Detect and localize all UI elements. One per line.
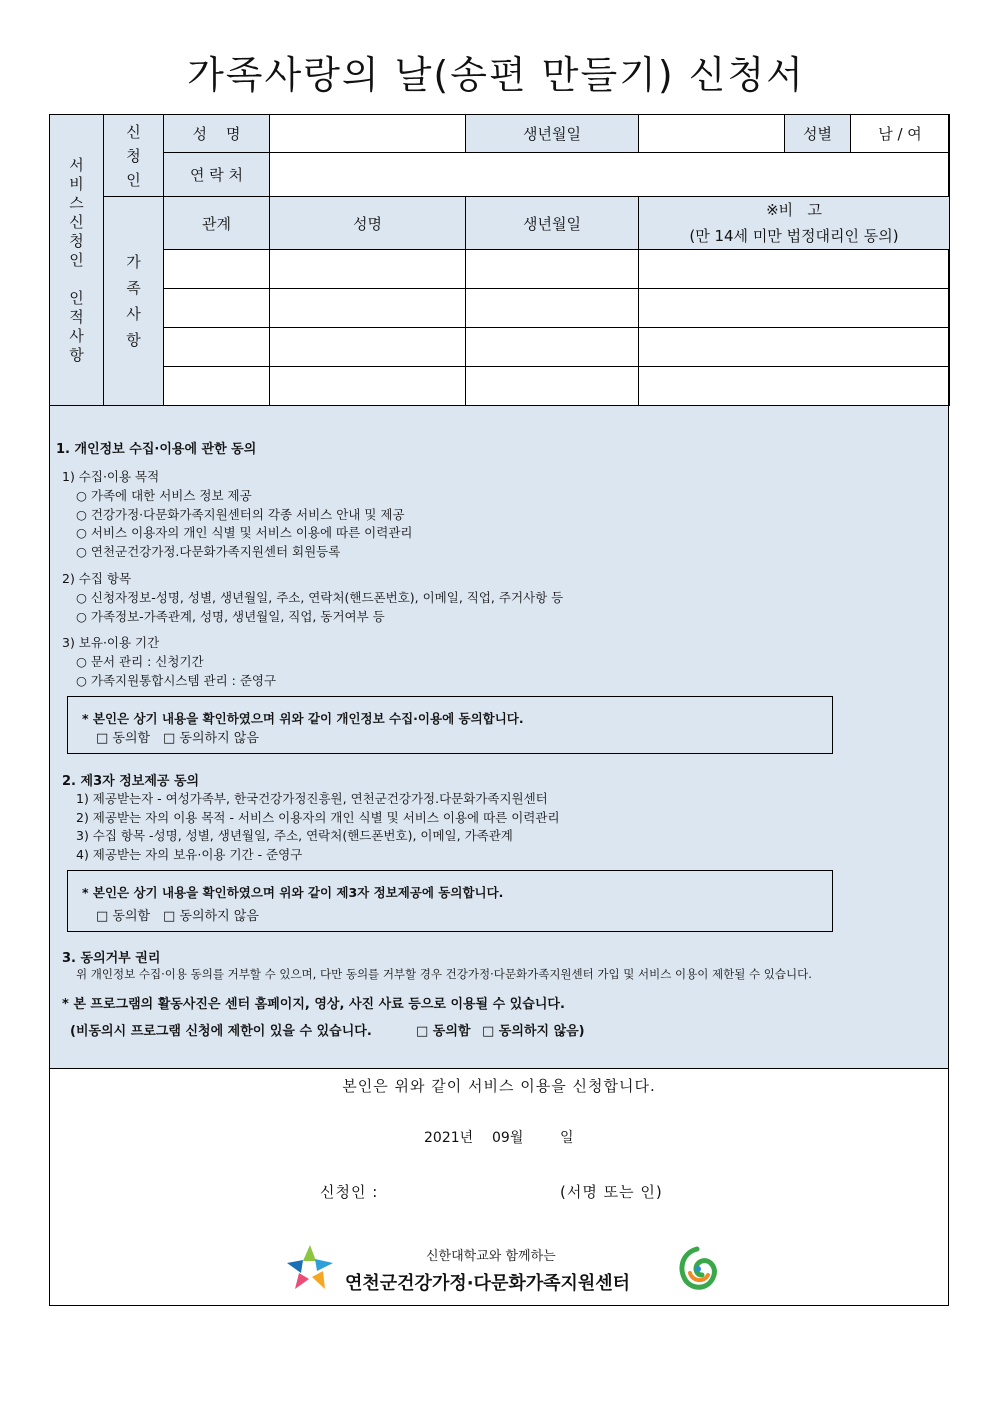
applicant-label: 신 청 인 [104, 115, 164, 197]
sign-hint[interactable]: (서명 또는 인) [560, 1183, 663, 1201]
family-cell[interactable] [164, 328, 270, 367]
family-cell[interactable] [270, 250, 466, 289]
relation-header: 관계 [164, 197, 270, 250]
items-heading: 2) 수집 항목 [62, 571, 132, 586]
disagree-checkbox-1[interactable]: □ 동의하지 않음 [163, 731, 259, 746]
gender-label: 성별 [785, 115, 851, 153]
period-heading: 3) 보유·이용 기간 [62, 635, 160, 650]
date-year[interactable]: 2021년 [424, 1130, 474, 1146]
list-item: ○ 가족지원통합시스템 관리 : 준영구 [76, 673, 277, 688]
consent-section [50, 405, 948, 1069]
list-item: 2) 제공받는 자의 이용 목적 - 서비스 이용자의 개인 식별 및 서비스 이용에 따른 이력관리 [76, 810, 560, 825]
logo-subtitle: 신한대학교와 함께하는 [426, 1249, 556, 1264]
refusal-text: 위 개인정보 수집·이용 동의를 거부할 수 있으며, 다만 동의를 거부할 경우 건강가정·다문화가족지원센터 가입 및 서비스 이용이 제한될 수 있습니다. [76, 967, 812, 981]
agree-checkbox-2[interactable]: □ 동의함 [96, 909, 151, 924]
note-header: ※비 고 (만 14세 미만 법정대리인 동의) [639, 197, 950, 250]
birth-label: 생년월일 [466, 115, 639, 153]
list-item: ○ 문서 관리 : 신청기간 [76, 654, 204, 669]
applicant-info-table [49, 114, 950, 406]
photo-note: * 본 프로그램의 활동사진은 센터 홈페이지, 영상, 사진 사료 등으로 이용될 수 있습니다. [62, 997, 565, 1012]
list-item: 1) 제공받는자 - 여성가족부, 한국건강가정진흥원, 연천군건강가정.다문화가족지원센터 [76, 791, 548, 806]
consent-title-2: 2. 제3자 정보제공 동의 [62, 774, 200, 789]
family-name-header: 성명 [270, 197, 466, 250]
list-item: ○ 건강가정·다문화가족지원센터의 각종 서비스 안내 및 제공 [76, 507, 405, 522]
list-item: 3) 수집 항목 -성명, 성별, 생년월일, 주소, 연락처(핸드폰번호), 이메일, 가족관계 [76, 828, 513, 843]
page-title: 가족사랑의 날(송편 만들기) 신청서 [187, 53, 805, 97]
logo-name: 연천군건강가정·다문화가족지원센터 [345, 1273, 631, 1294]
family-cell[interactable] [639, 289, 950, 328]
consent-title-1: 1. 개인정보 수집·이용에 관한 동의 [56, 442, 257, 457]
purpose-heading: 1) 수집·이용 목적 [62, 469, 160, 484]
center-logo-icon [285, 1243, 335, 1293]
family-cell[interactable] [164, 367, 270, 406]
consent-box-2 [67, 870, 833, 932]
consent-box-2-text: * 본인은 상기 내용을 확인하였으며 위와 같이 제3자 정보제공에 동의합니다. [82, 885, 504, 900]
family-cell[interactable] [164, 289, 270, 328]
applicant-sign-label: 신청인 : [320, 1183, 379, 1201]
disagree-checkbox-2[interactable]: □ 동의하지 않음 [163, 909, 259, 924]
name-field[interactable] [270, 115, 466, 153]
family-cell[interactable] [270, 367, 466, 406]
date-day[interactable]: 일 [560, 1130, 574, 1146]
name-label: 성 명 [164, 115, 270, 153]
family-cell[interactable] [639, 250, 950, 289]
family-cell[interactable] [466, 367, 639, 406]
signature-section [50, 1068, 948, 1306]
family-cell[interactable] [270, 289, 466, 328]
family-cell[interactable] [639, 328, 950, 367]
contact-field[interactable] [270, 153, 950, 197]
family-cell[interactable] [270, 328, 466, 367]
consent-title-3: 3. 동의거부 권리 [62, 951, 161, 966]
family-label: 가 족 사 항 [104, 197, 164, 406]
section-label: 서 비 스 신 청 인 인 적 사 항 [50, 115, 104, 406]
list-item: ○ 가족정보-가족관계, 성명, 생년월일, 직업, 동거여부 등 [76, 609, 385, 624]
agree-checkbox-1[interactable]: □ 동의함 [96, 731, 151, 746]
list-item: ○ 가족에 대한 서비스 정보 제공 [76, 488, 252, 503]
birth-field[interactable] [639, 115, 785, 153]
list-item: ○ 연천군건강가정.다문화가족지원센터 회원등록 [76, 544, 341, 559]
signature-statement: 본인은 위와 같이 서비스 이용을 신청합니다. [342, 1077, 656, 1095]
photo-note-2: (비동의시 프로그램 신청에 제한이 있을 수 있습니다. [70, 1024, 372, 1039]
list-item: ○ 신청자정보-성명, 성별, 생년월일, 주소, 연락처(핸드폰번호), 이메일, 직업, 주거사항 등 [76, 590, 564, 605]
date-month[interactable]: 09월 [492, 1130, 524, 1146]
photo-disagree-checkbox[interactable]: □ 동의하지 않음) [482, 1024, 585, 1039]
consent-box-1-text: * 본인은 상기 내용을 확인하였으며 위와 같이 개인정보 수집·이용에 동의합니다. [82, 711, 524, 726]
consent-box-1 [67, 696, 833, 754]
family-cell[interactable] [466, 250, 639, 289]
family-cell[interactable] [639, 367, 950, 406]
list-item: 4) 제공받는 자의 보유·이용 기간 - 준영구 [76, 847, 303, 862]
family-cell[interactable] [466, 328, 639, 367]
family-cell[interactable] [466, 289, 639, 328]
list-item: ○ 서비스 이용자의 개인 식별 및 서비스 이용에 따른 이력관리 [76, 525, 413, 540]
contact-label: 연 락 처 [164, 153, 270, 197]
gender-field[interactable]: 남 / 여 [851, 115, 950, 153]
family-cell[interactable] [164, 250, 270, 289]
photo-agree-checkbox[interactable]: □ 동의함 [416, 1024, 471, 1039]
university-logo-icon [676, 1245, 718, 1291]
family-birth-header: 생년월일 [466, 197, 639, 250]
